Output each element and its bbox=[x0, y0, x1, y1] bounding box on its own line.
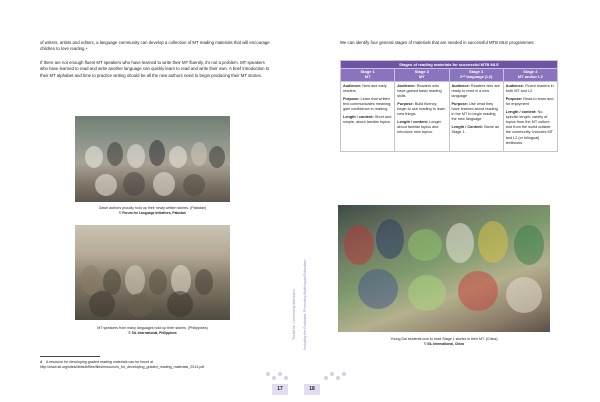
running-head-left: Toolkit for Community Members bbox=[292, 289, 296, 340]
decor-dot bbox=[336, 376, 340, 380]
decor-dot bbox=[278, 372, 282, 376]
photo-philippines-authors bbox=[75, 225, 230, 320]
stage-header-3: Stage 3 2ⁿᵈ language (L2) bbox=[449, 69, 503, 82]
stage-cell-1: Audience: New and early readers Purpose: Learn that written text communicates meaning; gain confidence in reading. Length / content: Short and simple, about familiar topics. bbox=[341, 81, 395, 151]
photo3-caption-text: Young Dai students love to read Stage 1 stories in their MT. (China) bbox=[390, 337, 498, 341]
photo3-credit: © SIL International, China bbox=[423, 341, 465, 346]
photo1-caption bbox=[75, 206, 230, 215]
stage-cell-2: Audience: Readers who have gained basic reading skills Purpose: Build fluency; begin to use reading to learn new things. Length / content: Longer, about familiar topics and introduce new topics. bbox=[395, 81, 449, 151]
page-number-left: 17 bbox=[272, 384, 288, 395]
left-paragraph-1: of writers, artists and editors, a language community can develop a collection of MT reading materials that will encourage children to love reading.⁴ bbox=[40, 40, 270, 52]
decor-dot bbox=[266, 372, 270, 376]
stage-header-2: Stage 2 MT bbox=[395, 69, 449, 82]
page-number-right: 18 bbox=[304, 384, 320, 395]
decor-dot bbox=[330, 372, 334, 376]
right-intro: We can identify four general stages of materials that are needed in successful MTB MLE programmes: bbox=[340, 40, 535, 45]
photo2-credit: © SIL International, Philippines bbox=[128, 330, 177, 335]
stage-cell-4: Audience: Fluent readers in both MT and L2 Purpose: Read to learn and for enjoyment Length / content: No specific length; variety of topics from the MT culture and from the world outside the community. Includes MT and L2 (or bilingual) textbooks. bbox=[503, 81, 557, 151]
reading-stages-table bbox=[340, 60, 558, 152]
decor-dot bbox=[272, 376, 276, 380]
stage-header-1: Stage 1 MT bbox=[341, 69, 395, 82]
photo-gawri-authors bbox=[75, 116, 230, 202]
footnote-divider bbox=[40, 356, 100, 357]
running-head-right: Including the Excluded: Promoting Multilingual Education bbox=[303, 259, 307, 350]
decor-dot bbox=[324, 376, 328, 380]
footnote-text: A resource for developing graded reading materials can be found at http://www.sil.org/sites/default/files/files/resources_for_developing_graded_reading_materials_2013.pdf bbox=[40, 360, 205, 369]
stage-header-4: Stage 4 MT and/or L2 bbox=[503, 69, 557, 82]
stage-cell-3: Audience: Readers who are ready to read in a new language Purpose: Use what they have learned about reading in the MT to begin reading the new language Length / Content: Same as Stage 1. bbox=[449, 81, 503, 151]
decor-dot bbox=[342, 372, 346, 376]
photo3-caption bbox=[338, 337, 550, 346]
table-title: Stages of reading materials for successful MTB MLE bbox=[341, 61, 558, 69]
photo1-caption-text: Gawri authors proudly hold up their newly written stories. (Pakistan) bbox=[98, 206, 207, 210]
footnote bbox=[40, 360, 260, 370]
footnote-number: 4 bbox=[40, 360, 42, 364]
photo2-caption bbox=[75, 326, 230, 335]
photo-dai-students bbox=[338, 205, 550, 332]
photo1-credit: © Forum for Language Initiatives, Pakistan bbox=[119, 210, 186, 215]
left-paragraph-2: If there are not enough fluent MT speakers who have learned to write their MT fluently, it’s not a problem. MT speakers who have learned to read and write another language can quickly learn to read and write their own. A brief introduction to their MT alphabet and time to practice writing should be all the new authors need to begin producing their MT stories. bbox=[40, 60, 270, 78]
decor-dot bbox=[284, 376, 288, 380]
photo2-caption-text: MT speakers from many languages hold up their stories. (Philippines) bbox=[97, 326, 208, 330]
